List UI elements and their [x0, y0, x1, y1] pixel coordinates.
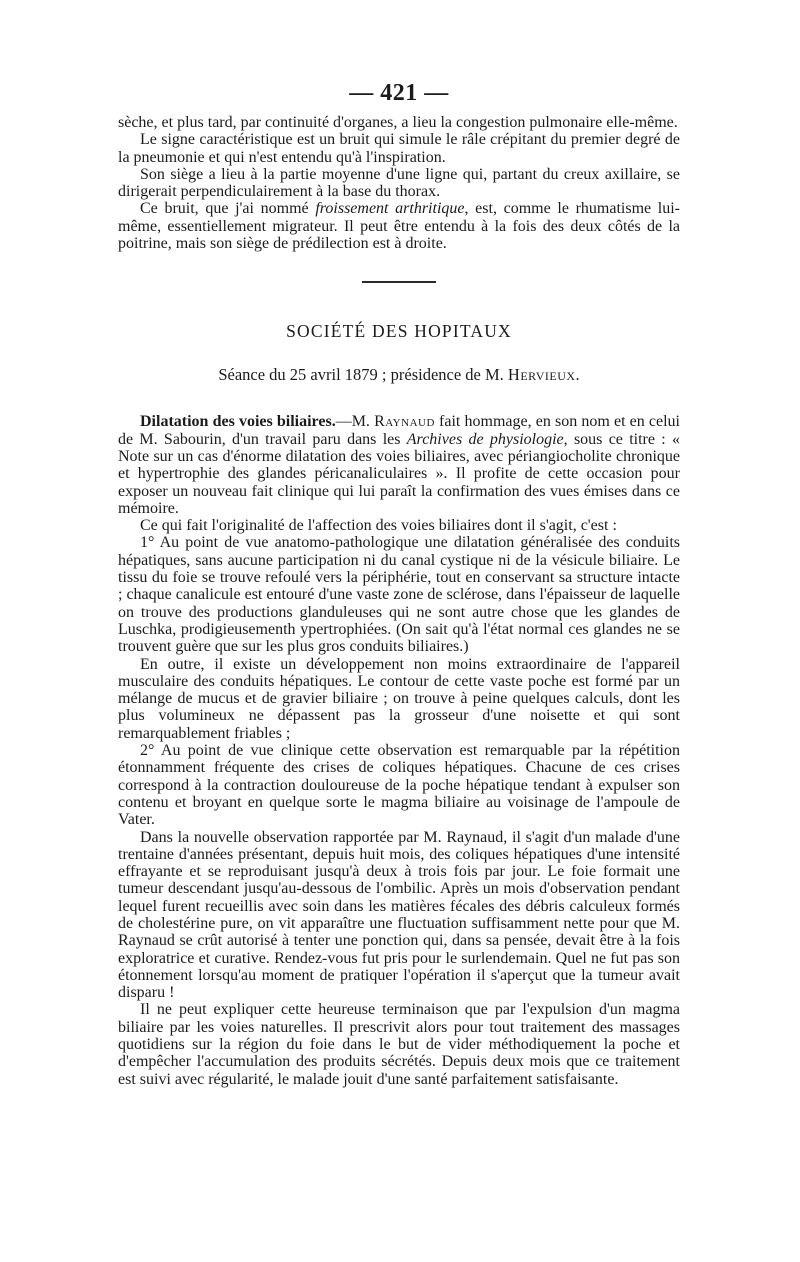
intro-paragraph-4 [118, 200, 680, 252]
article-paragraph: 2° Au point de vue clinique cette observation est remarquable par la répétition étonnamment fréquente des crises de coliques hépatiques. Chacune de ces crises correspond à la contraction douloureuse de la poche hépatique tendant à expulser son contenu et broyant en quelque sorte le magma biliaire au voisinage de l'ampoule de Vater. [118, 742, 680, 829]
session-president: Hervieux [507, 365, 576, 385]
article-paragraph: Ce qui fait l'originalité de l'affection des voies biliaires dont il s'agit, c'est : [140, 517, 617, 535]
article-author-prefix: —M. [335, 413, 375, 431]
document-page [118, 78, 680, 1088]
article-paragraph: Il ne peut expliquer cette heureuse terminaison que par l'expulsion d'un magma biliaire par les voies naturelles. Il prescrivit alors pour tout traitement des massages quotidiens sur la région du foie dans le but de vider méthodiquement la poche et d'empêcher l'accumulation des produits sécrétés. Depuis deux mois que ce traitement est suivi avec régularité, le malade jouit d'une santé parfaitement satisfaisante. [118, 1001, 680, 1088]
intro-paragraph-3: Son siège a lieu à la partie moyenne d'une ligne qui, partant du creux axillaire, se dirigerait perpendiculairement à la base du thorax. [118, 165, 680, 201]
article-journal-title: Archives de physiologie [406, 430, 564, 448]
intro-p4-text-before: Ce bruit, que j'ai nommé [140, 200, 316, 218]
intro-paragraph-2: Le signe caractéristique est un bruit qui simule le râle crépitant du premier degré de la pneumonie et qui n'est entendu qu'à l'inspiration. [118, 131, 680, 166]
session-text: Séance du 25 avril 1879 ; présidence de M. [218, 365, 508, 385]
article-p1-text-a: fait hommage, en son nom et en celui de M. Sabourin, d'un travail paru dans les [118, 413, 680, 448]
article-first-paragraph [118, 413, 680, 517]
intro-paragraph-1: sèche, et plus tard, par continuité d'organes, a lieu la congestion pulmonaire elle-même. [118, 114, 678, 131]
session-end: . [575, 365, 580, 385]
section-divider [362, 281, 436, 283]
article-p1-text-b: , sous ce titre : « Note sur un cas d'énorme dilatation des voies biliaires, avec périangiocholite chronique et hypertrophie des glandes péricanaliculaires ». Il profite de cette occasion pour exposer un nouveau fait clinique qui lui paraît la confirmation des vues émises dans ce mémoire. [118, 430, 681, 517]
article-heading: Dilatation des voies biliaires. [140, 413, 336, 431]
page-number: — 421 — [349, 80, 449, 106]
session-line [118, 365, 680, 385]
article-author: Raynaud [374, 413, 435, 431]
article-paragraph: Dans la nouvelle observation rapportée par M. Raynaud, il s'agit d'un malade d'une trentaine d'années présentant, depuis huit mois, des coliques hépatiques d'une intensité effrayante et se reproduisant jusqu'à deux à trois fois par jour. Le foie formait une tumeur descendant jusqu'au-dessous de l'ombilic. Après un mois d'observation pendant lequel furent recueillis avec soin dans les matières fécales des débris calculeux formés de cholestérine pure, on vit apparaître une fluctuation suffisamment nette pour que M. Raynaud se crût autorisé à tenter une ponction qui, dans sa pensée, devait être à la fois exploratrice et curative. Rendez-vous fut pris pour le surlendemain. Quel ne fut pas son étonnement lorsqu'au moment de pratiquer l'opération il s'aperçut que la tumeur avait disparu ! [118, 828, 680, 1002]
article-paragraph: En outre, il existe un développement non moins extraordinaire de l'appareil musculaire des conduits hépatiques. Le contour de cette vaste poche est formé par un mélange de mucus et de gravier biliaire ; on trouve à peine quelques calculs, dont les plus volumineux ne dépassent pas la grosseur d'une noisette et qui sont remarquablement friables ; [118, 655, 680, 742]
section-title: SOCIÉTÉ DES HOPITAUX [286, 321, 512, 342]
intro-p4-italic-term: froissement arthritique [315, 200, 465, 218]
intro-p4-text-after: , est, comme le rhumatisme lui-même, essentiellement migrateur. Il peut être entendu à la fois des deux côtés de la poitrine, mais son siège de prédilection est à droite. [118, 200, 681, 253]
article-paragraph: 1° Au point de vue anatomo-pathologique une dilatation généralisée des conduits hépatiques, sans aucune participation ni du canal cystique ni de la vésicule biliaire. Le tissu du foie se trouve refoulé vers la périphérie, tout en conservant sa structure intacte ; chaque canalicule est entouré d'une vaste zone de sclérose, dans l'épaisseur de laquelle on trouve des productions glanduleuses qui ne sont autre chose que les glandes de Luschka, prodigieusementh ypertrophiées. (On sait qu'à l'état normal ces glandes ne se trouvent guère que sur les plus gros conduits biliaires.) [118, 534, 680, 656]
